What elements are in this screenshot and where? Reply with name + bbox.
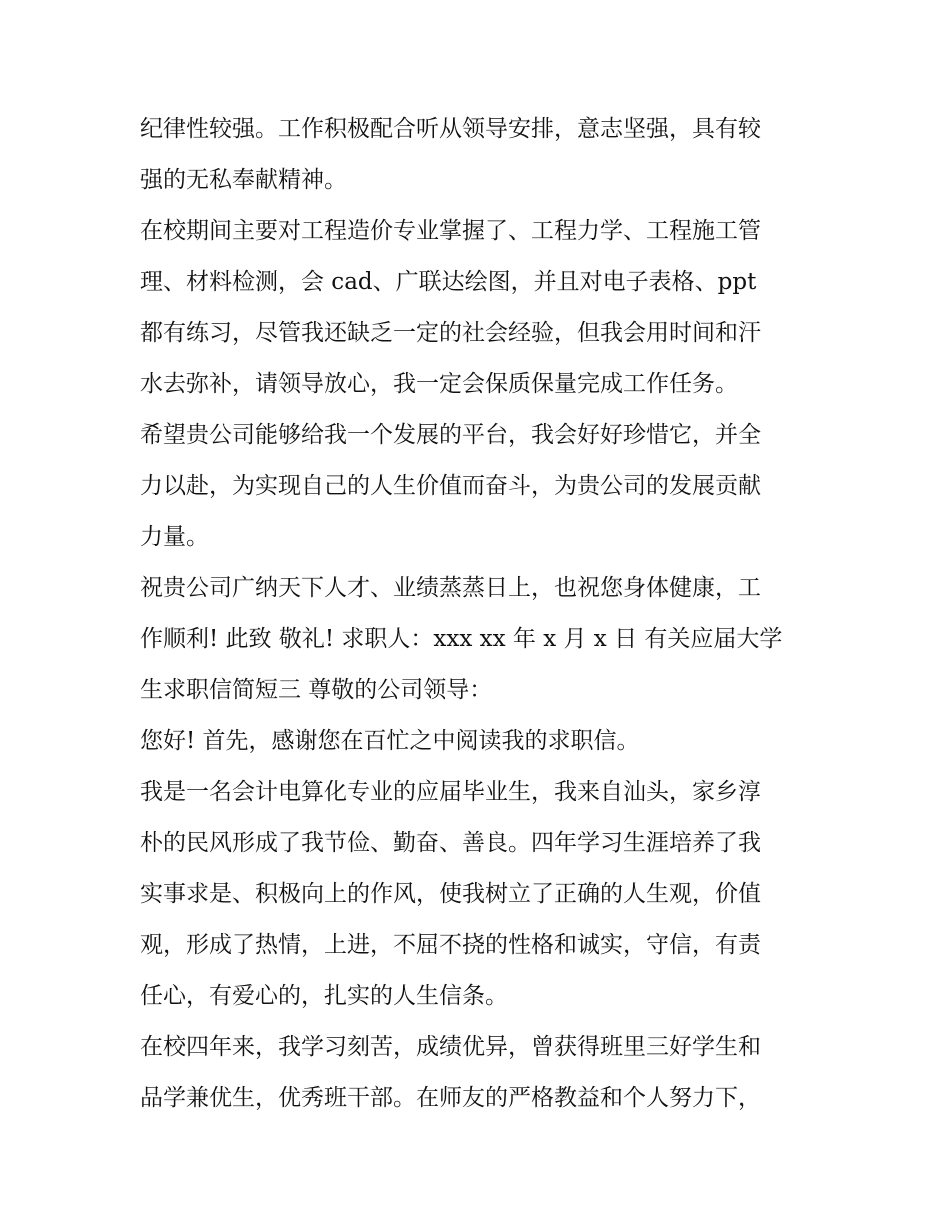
- text-line: 任心，有爱心的，扎实的人生信条。: [140, 983, 508, 1009]
- text-line: 祝贵公司广纳天下人才、业绩蒸蒸日上，也祝您身体健康，工: [140, 575, 761, 601]
- text-line: 在校四年来，我学习刻苦，成绩优异，曾获得班里三好学生和: [140, 1034, 761, 1060]
- text-line: 我是一名会计电算化专业的应届毕业生，我来自汕头，家乡淳: [140, 779, 761, 805]
- text-line: 力量。: [140, 524, 209, 550]
- text-line: 您好! 首先，感谢您在百忙之中阅读我的求职信。: [140, 728, 640, 754]
- text-line: 都有练习，尽管我还缺乏一定的社会经验，但我会用时间和汗: [140, 320, 761, 346]
- text-line: 水去弥补，请领导放心，我一定会保质保量完成工作任务。: [140, 371, 738, 397]
- text-line: 品学兼优生，优秀班干部。在师友的严格教益和个人努力下，: [140, 1085, 761, 1111]
- text-line: 实事求是、积极向上的作风，使我树立了正确的人生观，价值: [140, 881, 761, 907]
- text-line: 力以赴，为实现自己的人生价值而奋斗，为贵公司的发展贡献: [140, 473, 761, 499]
- text-line: 纪律性较强。工作积极配合听从领导安排，意志坚强，具有较: [140, 116, 761, 142]
- text-line: 在校期间主要对工程造价专业掌握了、工程力学、工程施工管: [140, 218, 761, 244]
- document-body: [140, 104, 820, 1124]
- text-line: 作顺利! 此致 敬礼! 求职人：xxx xx 年 x 月 x 日 有关应届大学: [140, 626, 783, 652]
- text-line: 理、材料检测，会 cad、广联达绘图，并且对电子表格、ppt: [140, 269, 757, 295]
- text-line: 希望贵公司能够给我一个发展的平台，我会好好珍惜它，并全: [140, 422, 761, 448]
- text-line: 观，形成了热情，上进，不屈不挠的性格和诚实，守信，有责: [140, 932, 761, 958]
- text-line: 朴的民风形成了我节俭、勤奋、善良。四年学习生涯培养了我: [140, 830, 761, 856]
- text-line: 强的无私奉献精神。: [140, 167, 347, 193]
- text-line: 生求职信简短三 尊敬的公司领导：: [140, 677, 493, 703]
